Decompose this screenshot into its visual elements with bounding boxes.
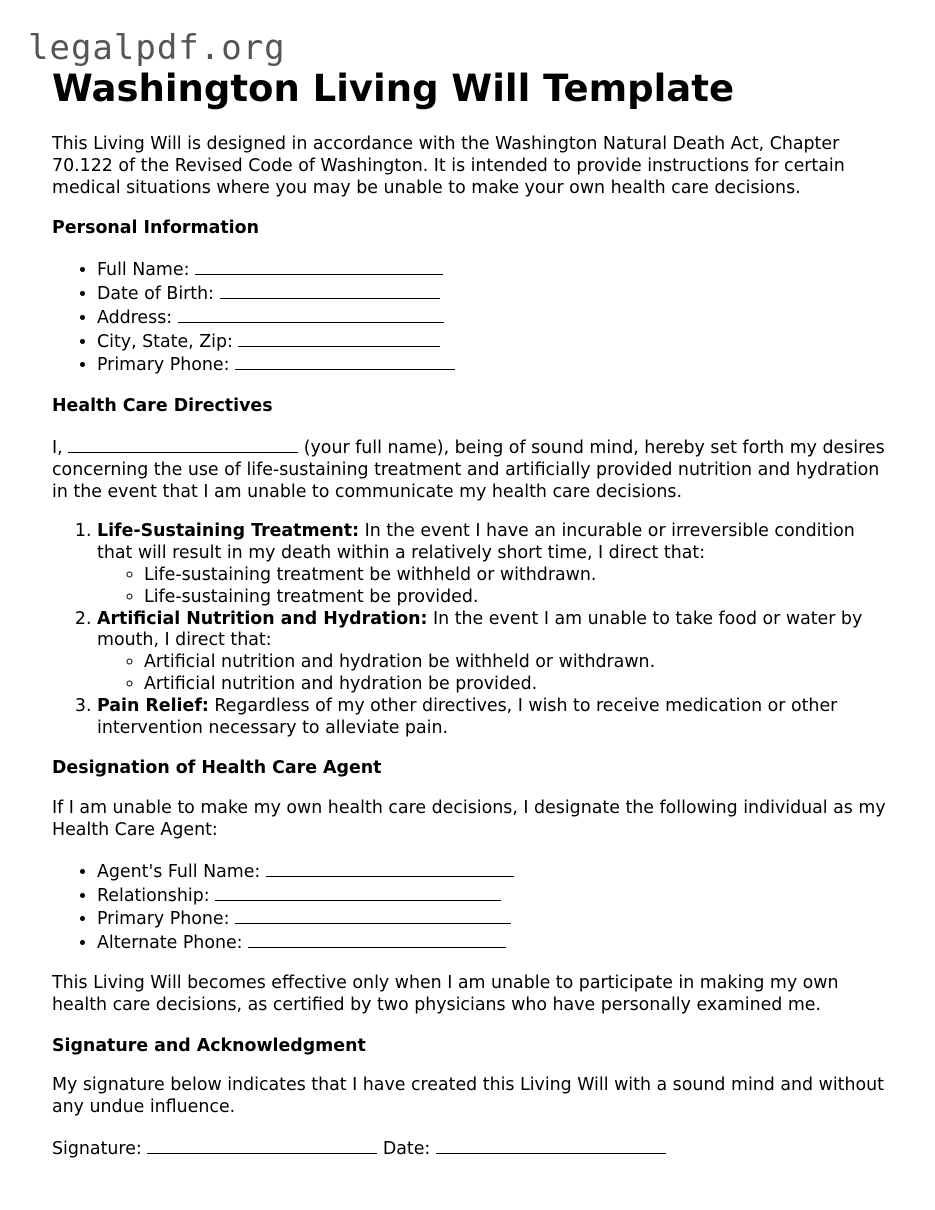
life-sustaining-options [97,565,892,609]
page-title: Washington Living Will Template [52,67,735,110]
field-full-name: • Full Name: [97,258,892,282]
directives-heading: Health Care Directives [52,396,273,417]
date-blank[interactable] [436,1137,666,1154]
alternate-phone-blank[interactable] [248,931,506,948]
directive-life-sustaining: 1. Life-Sustaining Treatment: In the event I have an incurable or irreversible condition that will result in my death within a relatively short time, I direct that: ◦ Life-sustaining treatment be withheld or withdrawn. ◦ Life-sustaining treatment be provided. [97,521,892,608]
personal-info-list [52,258,892,377]
address-blank[interactable] [178,306,444,323]
field-primary-phone: • Primary Phone: [97,353,892,377]
agent-heading: Designation of Health Care Agent [52,758,382,779]
full-name-blank[interactable] [195,258,443,275]
statement-name-blank[interactable] [68,436,298,453]
field-relationship: • Relationship: [97,884,892,908]
directives-list [52,521,892,739]
field-agent-full-name: • Agent's Full Name: [97,860,892,884]
field-city-state-zip: • City, State, Zip: [97,330,892,354]
option-item: ◦ Artificial nutrition and hydration be withheld or withdrawn. [144,652,892,674]
option-item: ◦ Life-sustaining treatment be withheld or withdrawn. [144,565,892,587]
intro-paragraph: This Living Will is designed in accordance with the Washington Natural Death Act, Chapter 70.122 of the Revised Code of Washington. It is intended to provide instructions for certain medical situations where you may be unable to make your own health care decisions. [52,134,845,198]
watermark-logo: legalpdf.org [28,28,286,68]
document-page [52,66,892,1161]
relationship-blank[interactable] [215,884,501,901]
primary-phone-blank[interactable] [235,353,455,370]
field-alternate-phone: • Alternate Phone: [97,931,892,955]
agent-info-list [52,860,892,955]
option-item: ◦ Artificial nutrition and hydration be provided. [144,674,892,696]
option-item: ◦ Life-sustaining treatment be provided. [144,587,892,609]
signature-blank[interactable] [147,1137,377,1154]
effective-paragraph: This Living Will becomes effective only when I am unable to participate in making my own health care decisions, as certified by two physicians who have personally examined me. [52,972,839,1015]
date-of-birth-blank[interactable] [220,282,440,299]
agent-primary-phone-blank[interactable] [235,907,511,924]
field-agent-primary-phone: • Primary Phone: [97,907,892,931]
agent-full-name-blank[interactable] [266,860,514,877]
field-address: • Address: [97,306,892,330]
directives-statement: I, (your full name), being of sound mind, hereby set forth my desires concerning the use of life-sustaining treatment and artificially provided nutrition and hydration in the event that I am unable to communicate my health care decisions. [52,437,885,502]
signature-paragraph: My signature below indicates that I have created this Living Will with a sound mind and without any undue influence. [52,1075,884,1118]
nutrition-hydration-options [97,652,892,696]
directive-pain-relief: 3. Pain Relief: Regardless of my other directives, I wish to receive medication or other intervention necessary to alleviate pain. [97,696,892,740]
city-state-zip-blank[interactable] [238,330,440,347]
agent-intro: If I am unable to make my own health care decisions, I designate the following individual as my Health Care Agent: [52,798,886,840]
signature-line: Signature: Date: [52,1137,892,1161]
field-date-of-birth: • Date of Birth: [97,282,892,306]
personal-info-heading: Personal Information [52,218,259,239]
signature-heading: Signature and Acknowledgment [52,1035,366,1056]
directive-nutrition-hydration: 2. Artificial Nutrition and Hydration: In the event I am unable to take food or water by mouth, I direct that: ◦ Artificial nutrition and hydration be withheld or withdrawn. ◦ Artificial nutrition and hydration be provided. [97,609,892,696]
